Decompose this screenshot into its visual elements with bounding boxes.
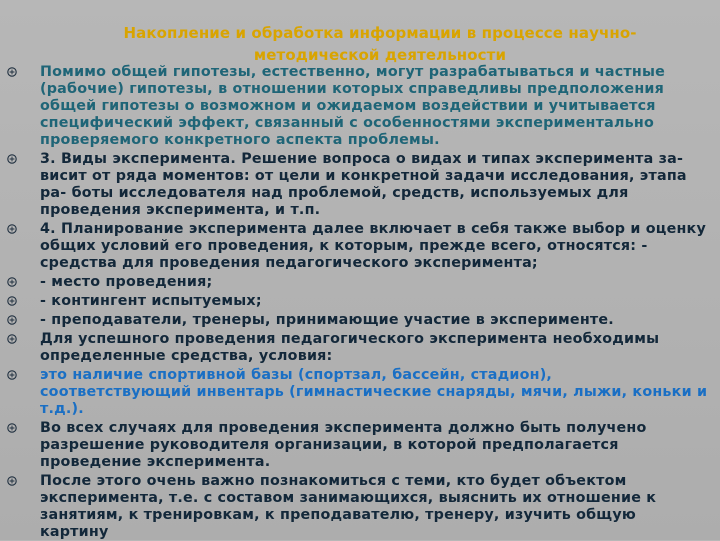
list-item — [0, 312, 720, 329]
list-item-text: 3. Виды эксперимента. Решение вопроса о видах и типах эксперимента за- висит от ряда моментов: от цели и конкретной задачи исследования, этапа ра- боты исследователя над проблемой, средств, используемых для проведения эксперимента, и т.п. — [40, 151, 687, 218]
list-item-text: - контингент испытуемых; — [40, 293, 262, 309]
list-item — [0, 274, 720, 291]
list-item — [0, 293, 720, 310]
list-item-text: Во всех случаях для проведения эксперимента должно быть получено разрешение руководителя организации, в которой предполагается проведение эксперимента. — [40, 420, 647, 470]
list-item — [0, 64, 720, 149]
list-item — [0, 221, 720, 272]
list-item — [0, 367, 720, 418]
bullet-icon — [6, 314, 18, 326]
list-item-text: Помимо общей гипотезы, естественно, могут разрабатываться и частные (рабочие) гипотезы, в отношении которых справедливы предположения общей гипотезы о возможном и ожидаемом воздействии и учитывается специфический эффект, связанный с особенностями экспериментально проверяемого конкретного аспекта проблемы. — [40, 64, 665, 148]
bullet-icon — [6, 422, 18, 434]
list-item — [0, 420, 720, 471]
list-item — [0, 473, 720, 541]
list-item-text: Для успешного проведения педагогического эксперимента необходимы определенные средства, условия: — [40, 331, 660, 364]
list-item-text: После этого очень важно познакомиться с теми, кто будет объектом эксперимента, т.е. с составом занимающихся, выяснить их отношение к занятиям, к тренировкам, к преподавателю, тренеру, изучить общую картину — [40, 473, 657, 540]
list-item-text: 4. Планирование эксперимента далее включает в себя также выбор и оценку общих условий его проведения, к которым, прежде всего, относятся: - средства для проведения педагогического эксперимента; — [40, 221, 706, 271]
list-item-text: - преподаватели, тренеры, принимающие участие в эксперименте. — [40, 312, 614, 328]
bullet-icon — [6, 223, 18, 235]
list-item — [0, 151, 720, 219]
bullet-list — [0, 64, 720, 541]
bullet-icon — [6, 66, 18, 78]
list-item — [0, 331, 720, 365]
bullet-icon — [6, 295, 18, 307]
list-item-text: это наличие спортивной базы (спортзал, бассейн, стадион), соответствующий инвентарь (гимнастические снаряды, мячи, лыжи, коньки и т.д.). — [40, 367, 708, 417]
bullet-icon — [6, 475, 18, 487]
bullet-icon — [6, 369, 18, 381]
list-item-text: - место проведения; — [40, 274, 213, 290]
bullet-icon — [6, 153, 18, 165]
bullet-icon — [6, 276, 18, 288]
slide-title: Накопление и обработка информации в процессе научно- методической деятельности — [123, 24, 637, 64]
bullet-icon — [6, 333, 18, 345]
